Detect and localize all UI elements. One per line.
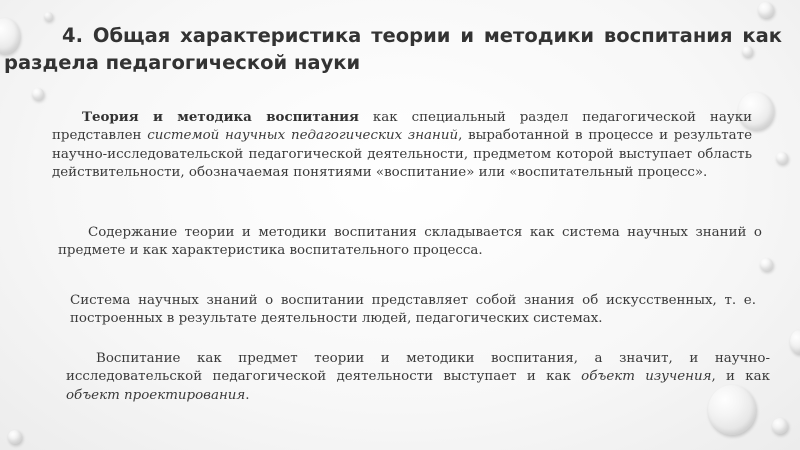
paragraph-text: как специальный раздел педагогической науки представлен	[52, 110, 752, 144]
paragraph-content	[58, 224, 762, 261]
water-drop-decoration	[772, 418, 788, 434]
water-drop-decoration	[776, 152, 788, 164]
paragraph-text: Содержание теории и методики воспитания складывается как система научных знаний о предмете и как характеристика воспитательного процесса.	[58, 225, 762, 259]
slide-title	[0, 22, 782, 76]
paragraph-knowledge-system	[70, 292, 756, 329]
water-drop-decoration	[32, 88, 44, 100]
water-drop-decoration	[758, 2, 774, 18]
slide-title-line: 4. Общая характеристика теории и методики воспитания как	[62, 24, 782, 47]
slide-title-line: раздела педагогической науки	[4, 51, 361, 74]
water-drop-decoration	[790, 330, 800, 354]
paragraph-theory-definition	[52, 108, 752, 182]
italic-term: системой научных педагогических знаний	[147, 128, 459, 144]
paragraph-text: , выработанной в процессе и результате научно-исследовательской педагогической деятельности, предметом которой выступает область действительности, обозначаемая понятиями «воспитание» или «воспитательный процесс».	[52, 128, 753, 180]
paragraph-text: .	[245, 387, 250, 403]
paragraph-text: Система научных знаний о воспитании представляет собой знания об искусственных, т. е. построенных в результате деятельности людей, педагогических системах.	[70, 293, 756, 327]
paragraph-upbringing-subject	[66, 350, 770, 405]
italic-term: объект проектирования	[66, 387, 246, 403]
paragraph-text: Воспитание как предмет теории и методики воспитания, а значит, и научно-исследовательской педагогической деятельности выступает и как	[66, 351, 770, 385]
bold-term: Теория и методика воспитания	[82, 109, 359, 125]
water-drop-decoration	[8, 430, 22, 444]
water-drop-decoration	[44, 12, 53, 21]
paragraph-text: , и как	[711, 369, 771, 385]
italic-term: объект изучения	[581, 369, 712, 385]
